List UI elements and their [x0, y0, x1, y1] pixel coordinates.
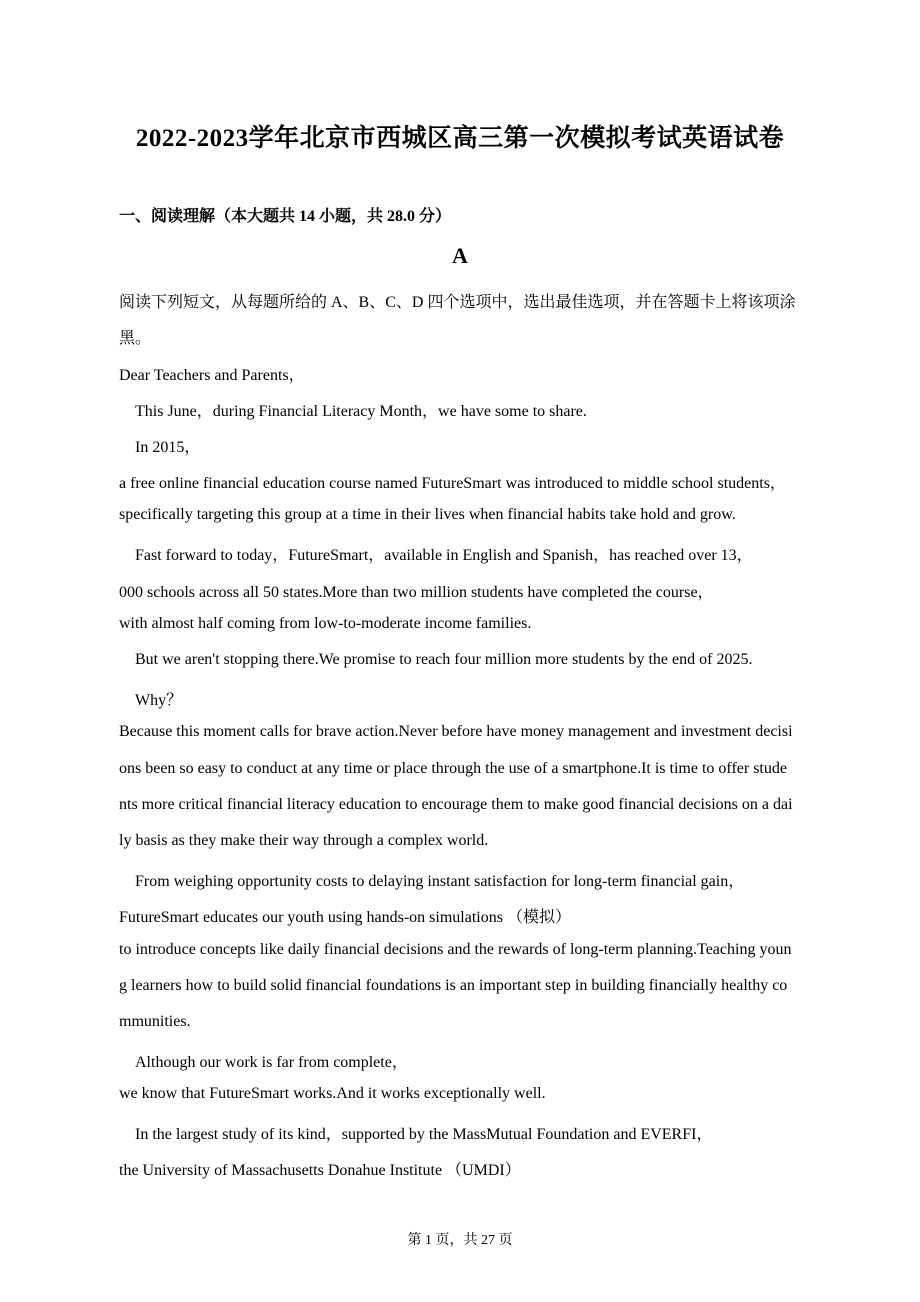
part-label: A: [452, 243, 468, 268]
page-footer: 第 1 页，共 27 页: [407, 1233, 513, 1248]
passage-line: g learners how to build solid financial foundations is an important step in building financially healthy co: [119, 977, 788, 994]
instruction-line: 黑。: [119, 330, 152, 347]
passage-line: with almost half coming from low-to-moderate income families.: [119, 615, 532, 632]
passage-line: This June，during Financial Literacy Month，we have some to share.: [135, 403, 587, 420]
passage-line: we know that FutureSmart works.And it works exceptionally well.: [119, 1085, 546, 1102]
passage-line: to introduce concepts like daily financial decisions and the rewards of long-term planning.Teaching youn: [119, 941, 792, 958]
passage-line: From weighing opportunity costs to delaying instant satisfaction for long-term financial gain，: [135, 873, 745, 890]
passage-line: But we aren't stopping there.We promise to reach four million more students by the end of 2025.: [135, 651, 753, 668]
passage-line: Because this moment calls for brave action.Never before have money management and investment decisi: [119, 723, 793, 740]
passage-line: ly basis as they make their way through a complex world.: [119, 832, 489, 849]
passage-line: 000 schools across all 50 states.More than two million students have completed the course，: [119, 584, 714, 601]
salutation: Dear Teachers and Parents，: [119, 367, 305, 384]
passage-line: Although our work is far from complete，: [135, 1054, 408, 1071]
section-heading: 一、阅读理解（本大题共 14 小题，共 28.0 分）: [119, 208, 452, 225]
passage-line: Why？: [135, 692, 183, 709]
passage-line: mmunities.: [119, 1013, 191, 1030]
instruction-line: 阅读下列短文，从每题所给的 A、B、C、D 四个选项中，选出最佳选项，并在答题卡上将该项涂: [119, 294, 796, 311]
passage-line: nts more critical financial literacy education to encourage them to make good financial decisions on a dai: [119, 796, 793, 813]
passage-line: ons been so easy to conduct at any time or place through the use of a smartphone.It is time to offer stude: [119, 760, 787, 777]
passage-line: Fast forward to today，FutureSmart，available in English and Spanish，has reached over 13，: [135, 547, 753, 564]
passage-line: a free online financial education course named FutureSmart was introduced to middle school students，: [119, 475, 786, 492]
passage-line: In 2015，: [135, 439, 201, 456]
passage-line: In the largest study of its kind，supported by the MassMutual Foundation and EVERFI，: [135, 1126, 713, 1143]
passage-line: the University of Massachusetts Donahue Institute （UMDI）: [119, 1162, 521, 1179]
document-title: 2022-2023学年北京市西城区高三第一次模拟考试英语试卷: [135, 125, 785, 152]
passage-line: FutureSmart educates our youth using hands-on simulations （模拟）: [119, 909, 571, 926]
passage-line: specifically targeting this group at a time in their lives when financial habits take hold and grow.: [119, 506, 736, 523]
